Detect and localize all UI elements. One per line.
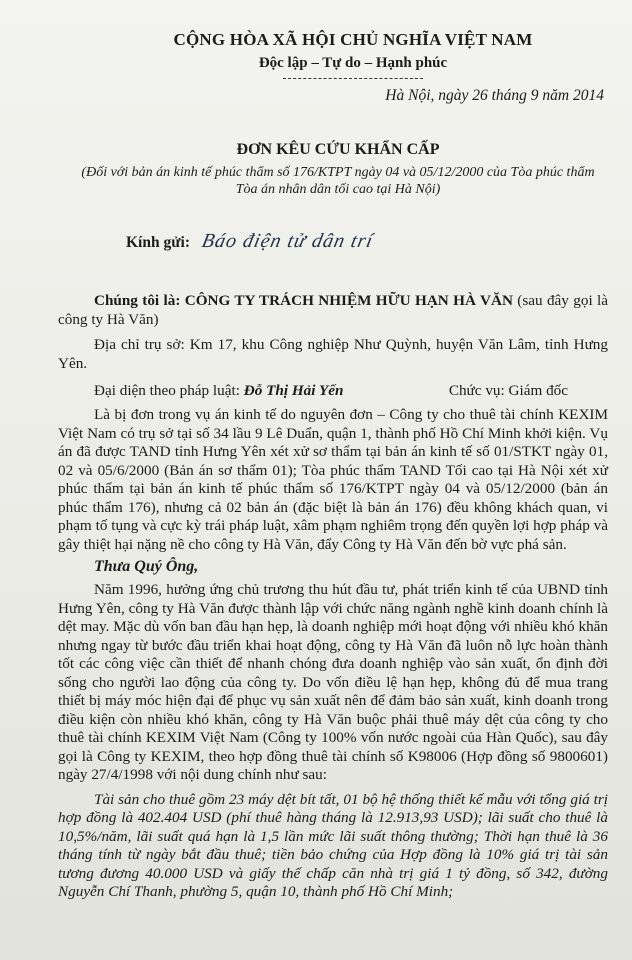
- header-divider: [283, 78, 423, 79]
- intro-prefix: Chúng tôi là:: [94, 292, 181, 309]
- representative-name: Đỗ Thị Hải Yến: [243, 382, 344, 399]
- national-header: CỘNG HÒA XÃ HỘI CHỦ NGHĨA VIỆT NAM: [173, 30, 533, 49]
- intro-paragraph: [58, 291, 608, 329]
- document-subtitle: (Đối với bản án kinh tế phúc thẩm số 176/KTPT ngày 04 và 05/12/2000 của Tòa phúc thẩm Tòa án nhân dân tối cao tại Hà Nội): [81, 165, 595, 197]
- address-paragraph: Địa chỉ trụ sở: Km 17, khu Công nghiệp Như Quỳnh, huyện Văn Lâm, tỉnh Hưng Yên.: [58, 336, 608, 372]
- date-line: Hà Nội, ngày 26 tháng 9 năm 2014: [385, 87, 604, 104]
- intro-suffix: (sau đây gọi là công ty Hà Văn): [58, 292, 608, 328]
- paragraph-3: Tài sản cho thuê gồm 23 máy dệt bít tất, 01 bộ hệ thống thiết kế mẫu với tổng giá trị hợp đồng là 402.404 USD (phí thuê hàng tháng là 12.913,93 USD); lãi suất cho thuê là 10,5%/năm, lãi suất quá hạn là 1,5 lần mức lãi suất thông thường; Thời hạn thuê là 36 tháng tính từ ngày bắt đầu thuê; tiền bảo chứng của Hợp đồng là 10% giá trị tài sản tương đương 40.000 USD và giấy thế chấp căn nhà trị giá 1 tỷ đồng, số 342, đường Nguyễn Chí Thanh, phường 5, quận 10, thành phố Hồ Chí Minh;: [58, 790, 608, 900]
- company-name: CÔNG TY TRÁCH NHIỆM HỮU HẠN HÀ VĂN: [184, 292, 513, 309]
- representative-position: Chức vụ: Giám đốc: [448, 382, 568, 399]
- recipient-label: Kính gửi:: [126, 234, 190, 251]
- paragraph-1: Là bị đơn trong vụ án kinh tế do nguyên đơn – Công ty cho thuê tài chính KEXIM Việt Nam có trụ sở tại số 34 lầu 9 Lê Duẩn, quận 1, thành phố Hồ Chí Minh khởi kiện. Vụ án đã được TAND tỉnh Hưng Yên xét xử sơ thẩm tại bản án kinh tế số 01/STKT ngày 01, 02 và 05/6/2000 (Bản án sơ thẩm 01); Tòa phúc thẩm TAND Tối cao tại Hà Nội xét xử phúc thẩm tại bản án kinh tế phúc thẩm số 176/KTPT ngày 04 và 05/12/2000 (bản án phúc thẩm 176), nhưng cả 02 bản án (đặc biệt là bản án 176) đều không khách quan, vi phạm tố tụng và cực kỳ trái pháp luật, xâm phạm nghiêm trọng đến quyền lợi hợp pháp và gây thiệt hại nặng nề cho công ty Hà Văn, đẩy Công ty Hà Văn đến bờ vực phá sản.: [58, 406, 608, 553]
- recipient-line: [58, 230, 608, 253]
- representative-label: Đại diện theo pháp luật:: [94, 382, 240, 399]
- recipient-handwritten: Báo điện tử dân trí: [199, 230, 376, 252]
- document-title: ĐƠN KÊU CỨU KHẨN CẤP: [236, 141, 440, 158]
- motto-header: Độc lập – Tự do – Hạnh phúc: [258, 55, 448, 71]
- salutation: Thưa Quý Ông,: [94, 558, 199, 575]
- representative-line: [58, 381, 608, 400]
- paragraph-2: Năm 1996, hưởng ứng chủ trương thu hút đầu tư, phát triển kinh tế của UBND tỉnh Hưng Yên, công ty Hà Văn được thành lập với chức năng ngành nghề kinh doanh chính là dệt may. Mặc dù vốn ban đầu hạn hẹp, là doanh nghiệp mới hoạt động với nhiều khó khăn nhưng ngay từ bước đầu triển khai hoạt động, công ty Hà Văn đã luôn nỗ lực hoàn thành tốt các công việc cần thiết để nhanh chóng đưa doanh nghiệp vào sản xuất, ổn định đời sống cho người lao động của công ty. Do vốn điều lệ hạn hẹp, không đủ để mua trang thiết bị máy móc hiện đại để phục vụ sản xuất nên để đảm bảo sản xuất, kinh doanh trong điều kiện còn nhiều khó khăn, công ty Hà Văn buộc phải thuê máy dệt của công ty cho thuê tài chính KEXIM Việt Nam (Công ty 100% vốn nước ngoài của Hàn Quốc), sau đây gọi là Công ty KEXIM, theo hợp đồng thuê tài chính số K98006 (Hợp đồng số 9800601) ngày 27/4/1998 với nội dung chính như sau:: [58, 581, 608, 783]
